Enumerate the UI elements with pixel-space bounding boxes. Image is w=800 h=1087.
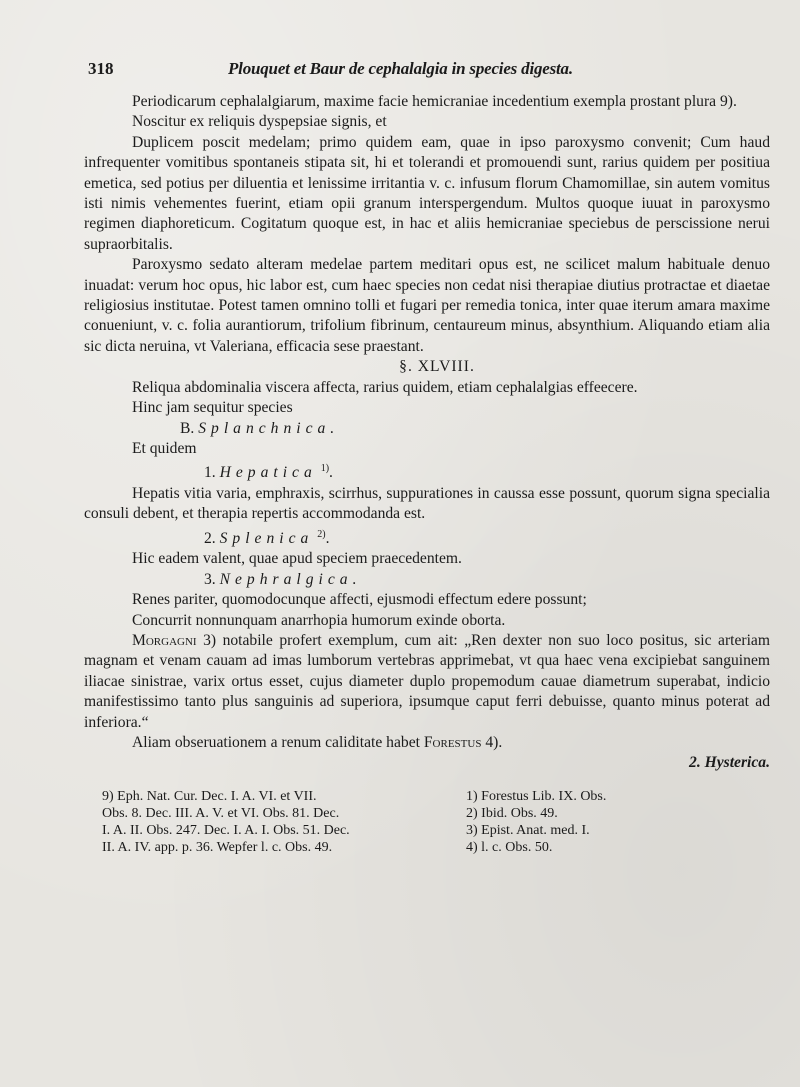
- species-label: B.: [180, 419, 195, 437]
- section-intro: Reliqua abdominalia viscera affecta, rarius quidem, etiam cephalalgias effeecere.: [132, 378, 638, 396]
- footnote-line: 9) Eph. Nat. Cur. Dec. I. A. VI. et VII.: [102, 788, 317, 804]
- species-name: Splanchnica.: [198, 419, 340, 437]
- subspecies-number: 1.: [204, 464, 216, 482]
- footnote-line: II. A. IV. app. p. 36. Wepfer l. c. Obs. 49.: [102, 839, 333, 855]
- page-number: 318: [88, 59, 114, 78]
- morgagni-text: 3) notabile profert exemplum, cum ait: „Ren dexter non suo loco positus, sic arteriam magnam et venam cauam ad imas lumborum vertebras apprimebat, vt qua haec vena excipiebat sanguinem iliacae sinistrae, varix ortus esset, cujus diameter duplo propemodum cauae diametrum superabat, indicio manifestissimo tanto plus sanguinis ad superiora, ipsumque caput ferri debuisse, quanto minus poterat ad inferiora.“: [84, 631, 770, 731]
- footnote-line: I. A. II. Obs. 247. Dec. I. A. I. Obs. 51. Dec.: [102, 822, 350, 838]
- subspecies-text-2: Concurrit nonnunquam anarrhopia humorum exinde oborta.: [132, 611, 506, 629]
- paragraph: Paroxysmo sedato alteram medelae partem meditari opus est, ne scilicet malum habituale denuo inuadat: verum hoc opus, hic labor est, cum haec species non cedat nisi therapiae diutius protractae et diaetae religiosius institutae. Potest tamen omnino tolli et fugari per remedia tonica, inter quae iterum amara maxime conueniunt, v. c. folia aurantiorum, trifolium fibrinum, centaureum minus, absynthium. Aliquando etiam alia sic dicta neruina, vt Valeriana, efficacia sese praestant.: [84, 256, 770, 355]
- alias-text: Aliam obseruationem a renum caliditate habet: [132, 733, 420, 751]
- subspecies-heading-hepatica: 1. Hepatica $^{1)}$.: [204, 463, 333, 482]
- section-intro-2: Hinc jam sequitur species: [132, 399, 293, 417]
- subspecies-number: 2.: [204, 529, 216, 547]
- footnotes-right: [442, 788, 606, 856]
- paragraph: Duplicem poscit medelam; primo quidem eam, quae in ipso paroxysmo convenit; Cum haud infrequenter vomitibus spontaneis stipata sit, hi et tolerandi et promouendi sunt, rarius quidem per positiua emetica, sed potius per diluentia et lenissime irritantia v. c. infusum florum Chamomillae, sin autem vomitus isti nimis vehementes fuerint, etiam opii granum interspergendum. Multos quoque iuuat in paroxysmo regimen diaphoreticum. Cogitatum quoque est, in hac et aliis hemicraniae speciebus de perscissione nerui supraorbitalis.: [84, 133, 770, 253]
- et-quidem: Et quidem: [132, 439, 197, 457]
- footnote-ref: 2): [317, 528, 326, 540]
- alias-ref: 4).: [485, 733, 503, 751]
- subspecies-text: Renes pariter, quomodocunque affecti, ejusmodi effectum edere possunt;: [132, 591, 587, 609]
- running-title: Plouquet et Baur de cephalalgia in species digesta.: [228, 59, 573, 78]
- paragraph: Periodicarum cephalalgiarum, maxime facie hemicraniae incedentium exempla prostant plura 9).: [132, 93, 737, 110]
- footnote-line: 2) Ibid. Obs. 49.: [466, 805, 558, 821]
- footnote-line: 3) Epist. Anat. med. I.: [466, 822, 590, 838]
- running-head: [84, 56, 770, 82]
- subspecies-number: 3.: [204, 570, 216, 588]
- author-name: Morgagni: [132, 631, 197, 649]
- subspecies-text: Hepatis vitia varia, emphraxis, scirrhus, suppurationes in caussa esse possunt, quorum signa specialia consuli debent, et therapia repertis accommodanda est.: [84, 484, 770, 523]
- footnotes: [84, 788, 770, 856]
- main-text: [84, 92, 770, 774]
- species-heading: [84, 419, 770, 439]
- footnotes-left: [102, 788, 442, 856]
- forestus-paragraph: [84, 733, 770, 753]
- subspecies-text: Hic eadem valent, quae apud speciem praecedentem.: [132, 550, 462, 568]
- footnote-line: Obs. 8. Dec. III. A. V. et VI. Obs. 81. Dec.: [102, 805, 340, 821]
- footnote-line: 4) l. c. Obs. 50.: [466, 839, 553, 855]
- section-heading: §. XLVIII.: [399, 358, 475, 376]
- footnote-line: 1) Forestus Lib. IX. Obs.: [466, 788, 607, 804]
- footnote-ref: 1): [320, 463, 330, 475]
- subspecies-name: Nephralgica.: [219, 570, 362, 588]
- catchword: 2. Hysterica.: [689, 754, 770, 772]
- subspecies-name: Splenica: [219, 529, 314, 547]
- author-name: Forestus: [423, 733, 482, 751]
- paragraph: Noscitur ex reliquis dyspepsiae signis, et: [132, 113, 387, 131]
- subspecies-heading-nephralgica: [84, 570, 770, 590]
- morgagni-paragraph: [84, 631, 770, 733]
- subspecies-name: Hepatica: [219, 464, 317, 482]
- subspecies-heading-splenica: 2. Splenica $^{2)}$.: [204, 528, 330, 547]
